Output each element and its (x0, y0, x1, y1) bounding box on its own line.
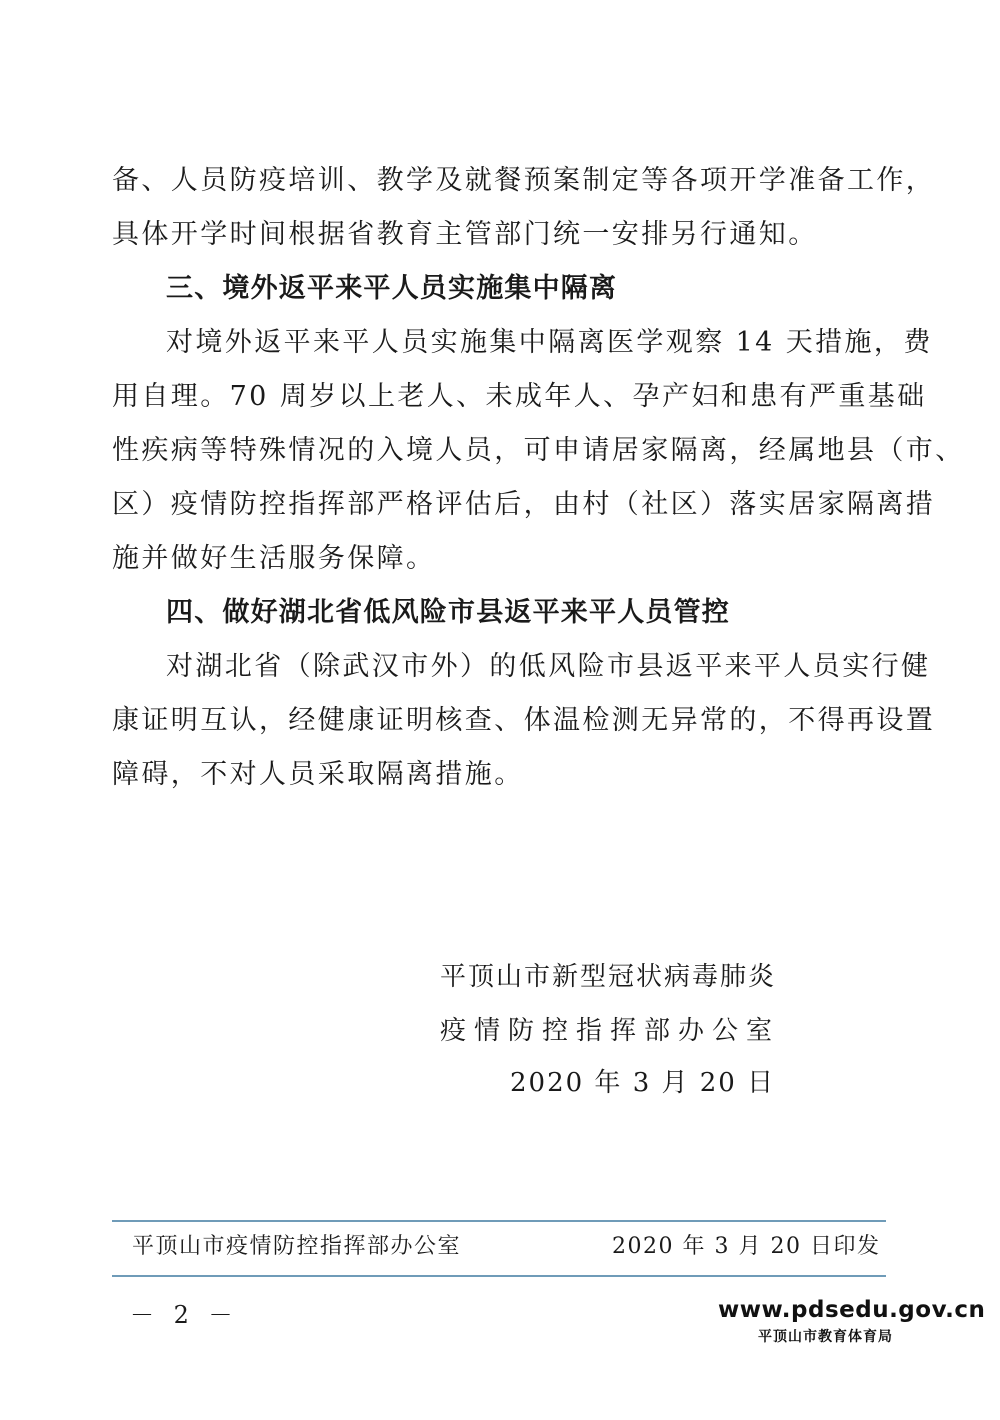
body-line: 施并做好生活服务保障。 (112, 543, 436, 574)
footer-rule-top (112, 1220, 886, 1222)
footer-issuer: 平顶山市疫情防控指挥部办公室 (132, 1234, 462, 1259)
signature-org-line1: 平顶山市新型冠状病毒肺炎 (440, 962, 777, 992)
body-line: 对湖北省（除武汉市外）的低风险市县返平来平人员实行健 (166, 651, 931, 682)
watermark-url: www.pdsedu.gov.cn (718, 1297, 986, 1323)
body-line: 性疾病等特殊情况的入境人员，可申请居家隔离，经属地县（市、 (112, 435, 965, 466)
body-line: 备、人员防疫培训、教学及就餐预案制定等各项开学准备工作， (112, 165, 936, 196)
signature-date: 2020 年 3 月 20 日 (510, 1068, 776, 1098)
body-line: 康证明互认，经健康证明核查、体温检测无异常的，不得再设置 (112, 705, 936, 736)
page-number: － 2 － (130, 1301, 239, 1329)
watermark-name: 平顶山市教育体育局 (758, 1329, 893, 1345)
body-line: 用自理。70 周岁以上老人、未成年人、孕产妇和患有严重基础 (112, 381, 927, 412)
body-line: 具体开学时间根据省教育主管部门统一安排另行通知。 (112, 219, 818, 250)
section-heading-3: 三、境外返平来平人员实施集中隔离 (166, 273, 618, 304)
body-line: 区）疫情防控指挥部严格评估后，由村（社区）落实居家隔离措 (112, 489, 936, 520)
signature-org-line2: 疫情防控指挥部办公室 (440, 1016, 781, 1046)
footer-issue-date: 2020 年 3 月 20 日印发 (612, 1234, 881, 1259)
section-heading-4: 四、做好湖北省低风险市县返平来平人员管控 (166, 597, 730, 628)
body-line: 障碍，不对人员采取隔离措施。 (112, 759, 524, 790)
body-line: 对境外返平来平人员实施集中隔离医学观察 14 天措施，费 (166, 327, 933, 358)
footer-rule-bottom (112, 1275, 886, 1277)
